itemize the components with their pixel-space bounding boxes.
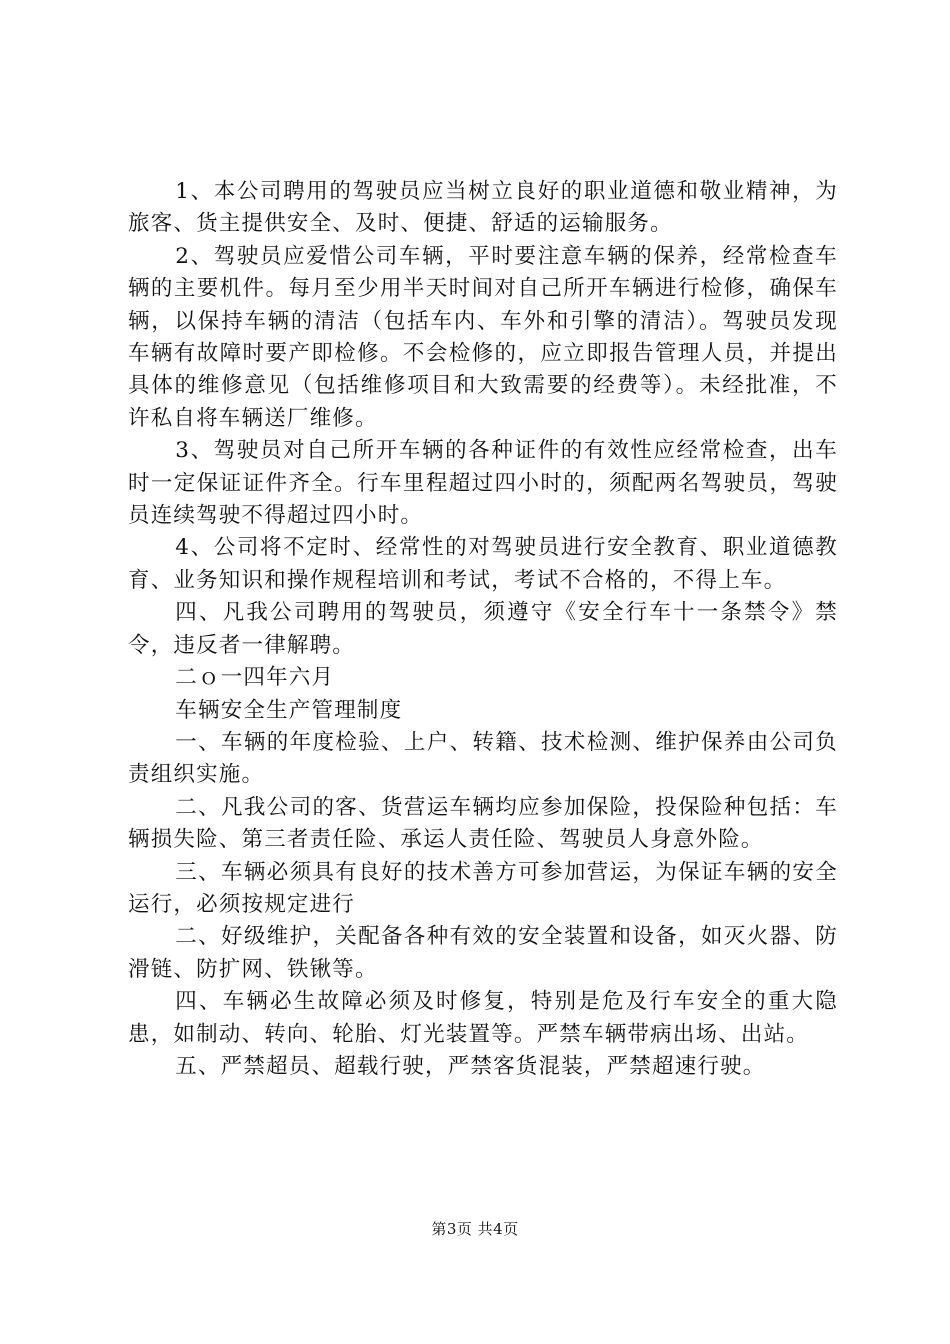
paragraph-vehicle-documents: 3、驾驶员对自己所开车辆的各种证件的有效性应经常检查，出车时一定保证证件齐全。行车里程超过四小时的，须配两名驾驶员，驾驶员连续驾驶不得超过四小时。 xyxy=(128,438,838,529)
paragraph-driver-ethics: 1、本公司聘用的驾驶员应当树立良好的职业道德和敬业精神，为旅客、货主提供安全、及时、便捷、舒适的运输服务。 xyxy=(128,179,838,237)
paragraph-overload-ban: 五、严禁超员、超载行驶，严禁客货混装，严禁超速行驶。 xyxy=(175,1053,766,1079)
paragraph-safety-prohibitions: 四、凡我公司聘用的驾驶员，须遵守《安全行车十一条禁令》禁令，违反者一律解聘。 xyxy=(128,600,838,658)
paragraph-driver-training: 4、公司将不定时、经常性的对驾驶员进行安全教育、职业道德教育、业务知识和操作规程培训和考试，考试不合格的，不得上车。 xyxy=(128,535,838,593)
paragraph-annual-inspection: 一、车辆的年度检验、上户、转籍、技术检测、维护保养由公司负责组织实施。 xyxy=(128,729,838,788)
document-date: 二ｏ一四年六月 xyxy=(175,665,335,691)
paragraph-safety-equipment: 二、好级维护，关配备各种有效的安全装置和设备，如灭火器、防滑链、防扩网、铁锹等。 xyxy=(128,924,838,982)
paragraph-insurance: 二、凡我公司的客、货营运车辆均应参加保险，投保险种包括：车辆损失险、第三者责任险、承运人责任险、驾驶员人身意外险。 xyxy=(128,794,838,853)
paragraph-fault-repair: 四、车辆必生故障必须及时修复，特别是危及行车安全的重大隐患，如制动、转向、轮胎、灯光装置等。严禁车辆带病出场、出站。 xyxy=(128,989,838,1047)
paragraph-technical-condition: 三、车辆必须具有良好的技术善方可参加营运，为保证车辆的安全运行，必须按规定进行 xyxy=(128,859,838,917)
paragraph-vehicle-care: 2、驾驶员应爱惜公司车辆，平时要注意车辆的保养，经常检查车辆的主要机件。每月至少用半天时间对自己所开车辆进行检修，确保车辆，以保持车辆的清洁（包括车内、车外和引擎的清洁）。驾驶员发现车辆有故障时要产即检修。不会检修的，应立即报告管理人员，并提出具体的维修意见（包括维修项目和大致需要的经费等）。未经批准，不许私自将车辆送厂维修。 xyxy=(128,243,838,431)
page-number: 第3页 共4页 xyxy=(431,1220,519,1238)
document-body xyxy=(128,176,838,1083)
section-title: 车辆安全生产管理制度 xyxy=(175,697,403,723)
